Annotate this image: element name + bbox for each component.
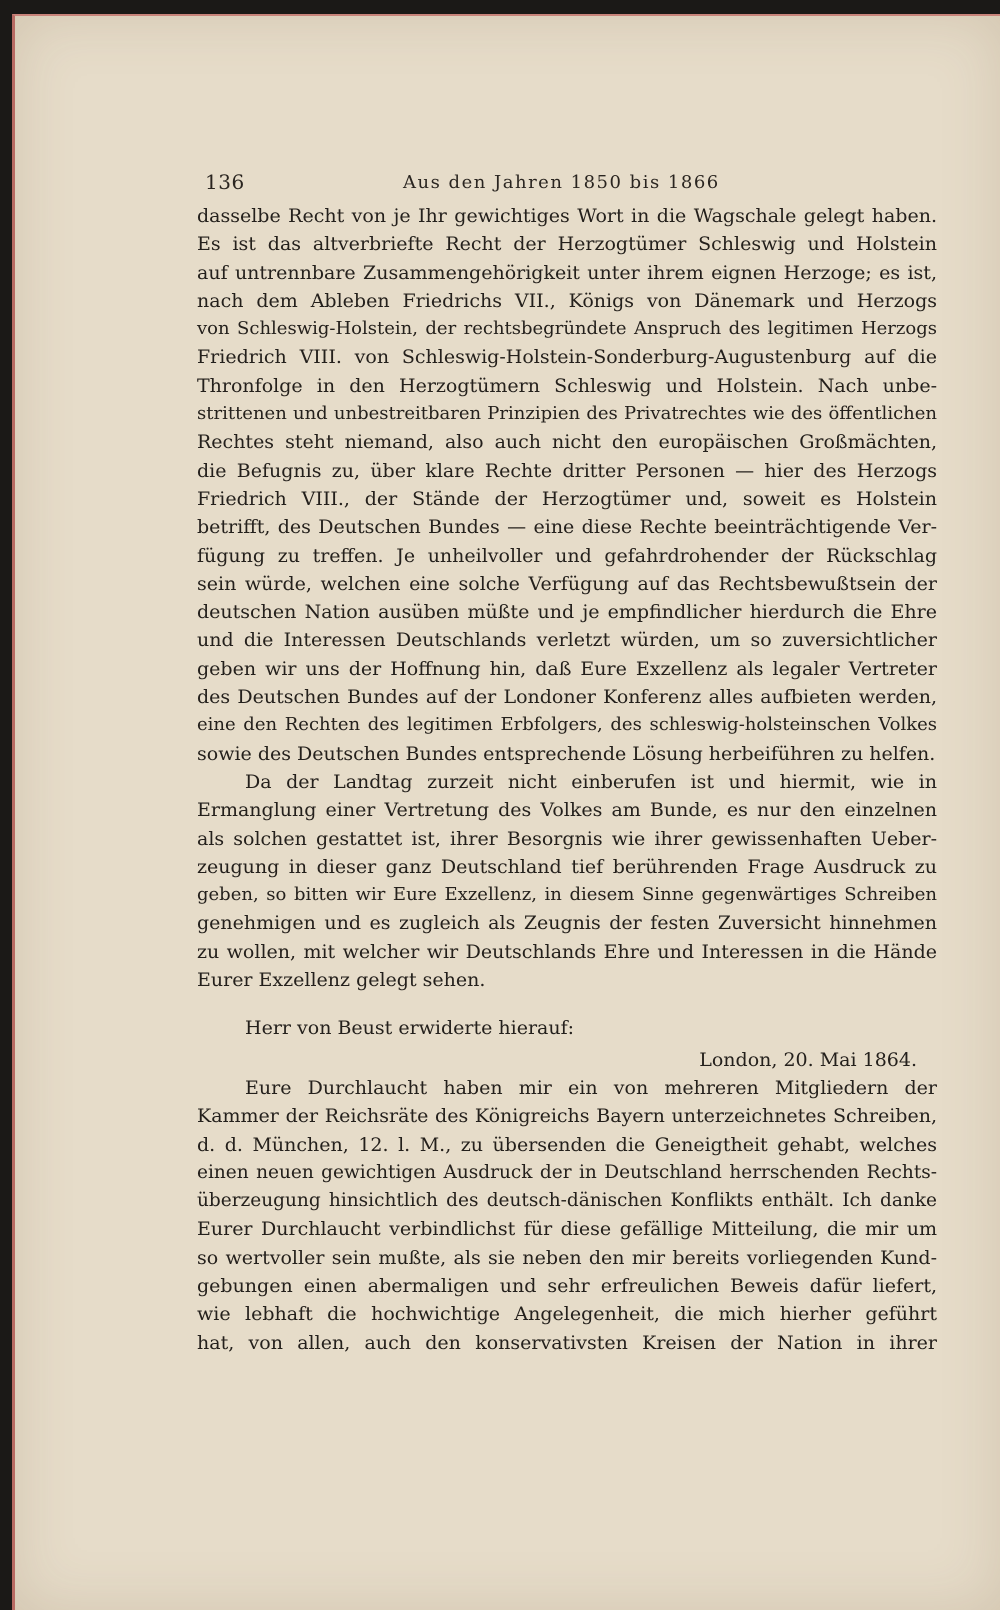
text-line: überzeugung hinsichtlich des deutsch-dänischen Konflikts enthält. Ich danke — [197, 1190, 937, 1212]
paragraph-reply — [197, 1074, 937, 1357]
text-line: Es ist das altverbriefte Recht der Herzogtümer Schleswig und Holstein — [197, 233, 937, 256]
text-line: Ermanglung einer Vertretung des Volkes am Bunde, es nur den einzelnen — [197, 799, 937, 822]
text-line: eine den Rechten des legitimen Erbfolgers, des schleswig-holsteinschen Volkes — [197, 714, 937, 736]
text-line: sowie des Deutschen Bundes entsprechende Lösung herbeiführen zu helfen. — [197, 742, 936, 765]
text-line: fügung zu treffen. Je unheilvoller und gefahrdrohender der Rückschlag — [197, 544, 937, 567]
text-line: Eurer Exzellenz gelegt sehen. — [197, 969, 486, 992]
text-line: Thronfolge in den Herzogtümern Schleswig und Holstein. Nach unbe- — [197, 374, 937, 397]
text-line: so wertvoller sein mußte, als sie neben den mir bereits vorliegenden Kund- — [197, 1246, 937, 1269]
text-line: als solchen gestattet ist, ihrer Besorgnis wie ihrer gewissenhaften Ueber- — [197, 827, 937, 850]
text-line: die Befugnis zu, über klare Rechte dritter Personen — hier des Herzogs — [197, 459, 937, 482]
text-line: strittenen und unbestreitbaren Prinzipien des Privatrechtes wie des öffentlichen — [197, 403, 937, 425]
text-line: d. d. München, 12. l. M., zu übersenden die Geneigtheit gehabt, welches — [197, 1133, 937, 1156]
text-line: und die Interessen Deutschlands verletzt würden, um so zuversichtlicher — [197, 629, 937, 652]
text-line: geben wir uns der Hoffnung hin, daß Eure Exzellenz als legaler Vertreter — [197, 657, 937, 680]
text-line: Kammer der Reichsräte des Königreichs Bayern unterzeichnetes Schreiben, — [197, 1105, 937, 1128]
running-title: Aus den Jahren 1850 bis 1866 — [403, 172, 720, 193]
text-line: Da der Landtag zurzeit nicht einberufen ist und hiermit, wie in — [245, 770, 937, 793]
page-header — [205, 170, 739, 198]
text-line: gebungen einen abermaligen und sehr erfreulichen Beweis dafür liefert, — [197, 1274, 937, 1297]
reply-intro: Herr von Beust erwiderte hierauf: — [245, 1017, 575, 1040]
text-line: Friedrich VIII., der Stände der Herzogtümer und, soweit es Holstein — [197, 487, 937, 510]
text-line: zeugung in dieser ganz Deutschland tief berührenden Frage Ausdruck zu — [197, 855, 937, 878]
text-line: Friedrich VIII. von Schleswig-Holstein-Sonderburg-Augustenburg auf die — [197, 346, 937, 369]
text-line: genehmigen und es zugleich als Zeugnis der festen Zuversicht hinnehmen — [197, 912, 937, 935]
paragraph-letter-continuation — [197, 202, 937, 768]
text-line: Rechtes steht niemand, also auch nicht den europäischen Großmächten, — [197, 431, 937, 454]
text-line: Eure Durchlaucht haben mir ein von mehreren Mitgliedern der — [245, 1076, 937, 1099]
text-line: des Deutschen Bundes auf der Londoner Konferenz alles aufbieten werden, — [197, 686, 937, 709]
text-line: nach dem Ableben Friedrichs VII., Königs von Dänemark und Herzogs — [197, 289, 937, 312]
paragraph-closing-request — [197, 768, 937, 994]
text-line: von Schleswig-Holstein, der rechtsbegründete Anspruch des legitimen Herzogs — [197, 318, 937, 340]
paragraph-gap — [197, 994, 937, 1014]
text-line: dasselbe Recht von je Ihr gewichtiges Wort in die Wagschale gelegt haben. — [197, 205, 937, 227]
text-line: wie lebhaft die hochwichtige Angelegenheit, die mich hierher geführt — [197, 1303, 937, 1326]
text-line: einen neuen gewichtigen Ausdruck der in Deutschland herrschenden Rechts- — [197, 1161, 937, 1183]
body-text — [197, 202, 937, 1357]
text-line: deutschen Nation ausüben müßte und je empfindlicher hierdurch die Ehre — [197, 601, 937, 624]
page-number: 136 — [205, 170, 245, 194]
text-line: geben, so bitten wir Eure Exzellenz, in diesem Sinne gegenwärtiges Schreiben — [197, 884, 937, 906]
text-line: betrifft, des Deutschen Bundes — eine diese Rechte beeinträchtigende Ver- — [197, 516, 937, 539]
text-line: sein würde, welchen eine solche Verfügung auf das Rechtsbewußtsein der — [197, 572, 937, 595]
text-line: hat, von allen, auch den konservativsten Kreisen der Nation in ihrer — [197, 1331, 937, 1354]
text-line: auf untrennbare Zusammengehörigkeit unter ihrem eignen Herzoge; es ist, — [197, 261, 937, 284]
text-line: zu wollen, mit welcher wir Deutschlands Ehre und Interessen in die Hände — [197, 940, 937, 963]
dateline: London, 20. Mai 1864. — [699, 1048, 917, 1071]
text-line: Eurer Durchlaucht verbindlichst für diese gefällige Mitteilung, die mir um — [197, 1218, 937, 1241]
